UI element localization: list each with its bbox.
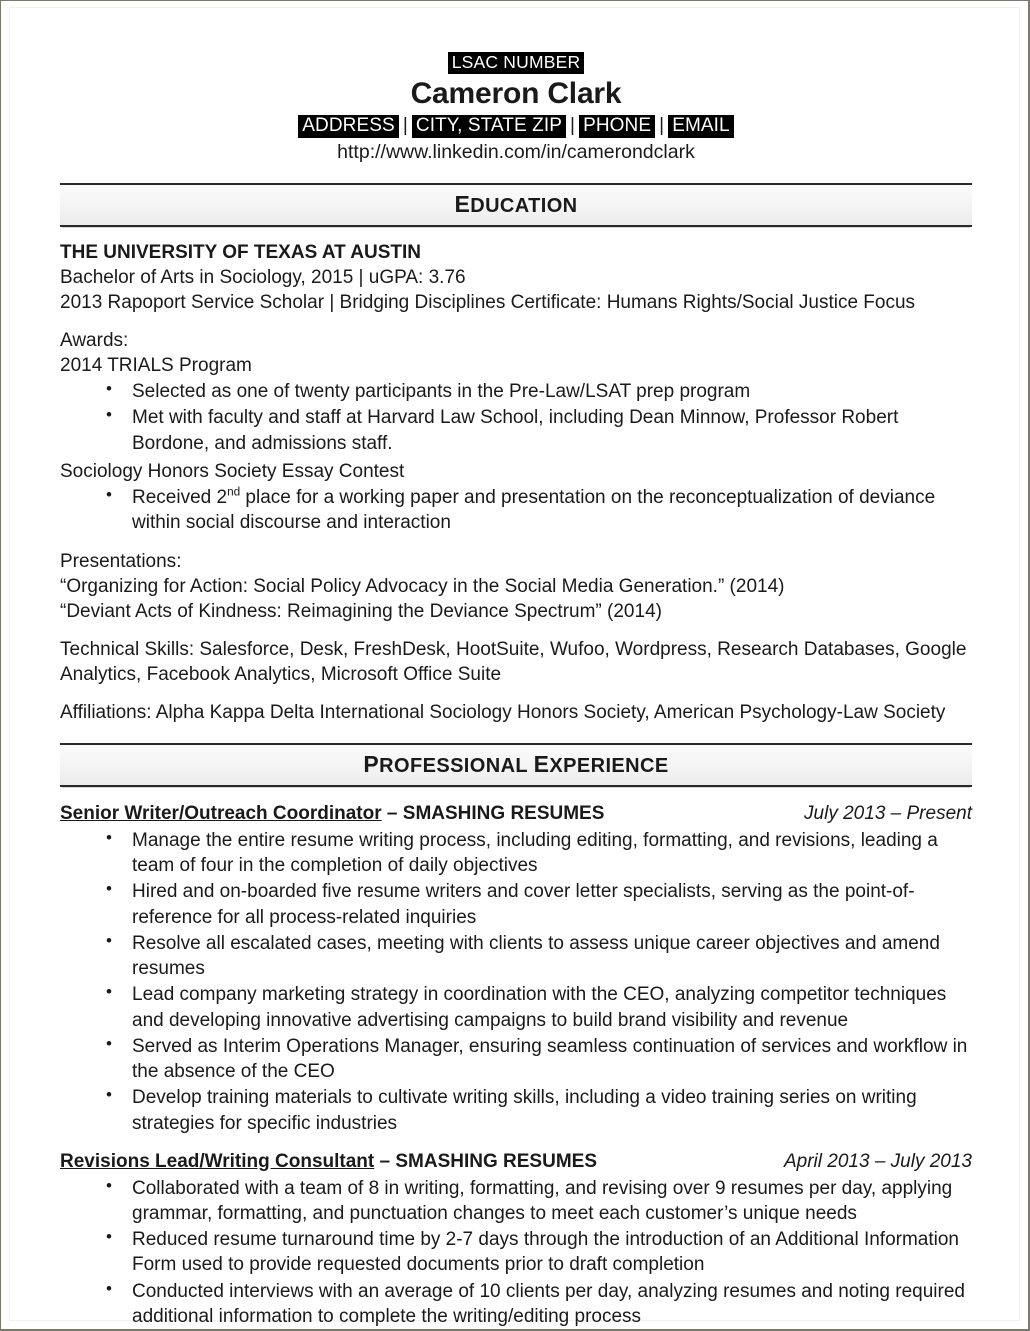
awards-label: Awards bbox=[60, 330, 124, 352]
ordinal-suffix: nd bbox=[227, 485, 241, 499]
list-item: • Manage the entire resume writing process, including editing, formatting, and revisions, leading a team of four in the completion of daily objectives bbox=[60, 828, 972, 879]
job-dates: April 2013 – July 2013 bbox=[783, 1150, 972, 1172]
award-trials-title: 2014 TRIALS Program bbox=[60, 355, 252, 377]
list-item: • Develop training materials to cultivate writing skills, including a video training series on writing strategies for specific industries bbox=[60, 1085, 972, 1136]
job-dates: July 2013 – Present bbox=[804, 803, 972, 825]
presentations-colon: : bbox=[176, 550, 182, 572]
lsac-number-line bbox=[60, 52, 972, 74]
affiliations-label: Affiliations: bbox=[60, 701, 152, 723]
city-state-zip-placeholder: CITY, STATE ZIP bbox=[412, 115, 566, 139]
resume-content bbox=[60, 52, 972, 1330]
job-title-company bbox=[60, 802, 604, 827]
address-placeholder: ADDRESS bbox=[298, 115, 399, 139]
award-essay-bullets bbox=[60, 485, 972, 536]
presentations-label-line bbox=[60, 549, 972, 574]
gpa-value: 3.76 bbox=[428, 266, 466, 288]
presentations-label: Presentations bbox=[60, 550, 177, 572]
list-item: • Conducted interviews with an average of 10 clients per day, analyzing resumes and noting required additional information to complete the writing/editing process bbox=[60, 1279, 972, 1330]
affiliations-line bbox=[60, 700, 972, 725]
section-title-experience-rest: ROFESSIONAL bbox=[379, 755, 534, 778]
job-title: Revisions Lead/Writing Consultant bbox=[60, 1150, 375, 1172]
section-title-education-rest: DUCATION bbox=[470, 194, 578, 217]
resume-header bbox=[60, 52, 972, 165]
school-name: THE UNIVERSITY OF TEXAS AT AUSTIN bbox=[60, 241, 422, 263]
list-item: • Reduced resume turnaround time by 2-7 days through the introduction of an Additional Information Form used to provide requested documents prior to draft completion bbox=[60, 1227, 972, 1278]
section-title-education-initial: E bbox=[454, 190, 471, 217]
job-bullets bbox=[60, 1176, 972, 1330]
education-body bbox=[60, 240, 972, 725]
section-title-education bbox=[454, 191, 577, 218]
job-bullets bbox=[60, 828, 972, 1136]
affiliations-value: Alpha Kappa Delta International Sociology Honors Society, American Psychology-Law Society bbox=[151, 701, 946, 723]
technical-skills-value: Salesforce, Desk, FreshDesk, HootSuite, Wufoo, Wordpress, Research Databases, Google Analytics, Facebook Analytics, Microsoft Office Suite bbox=[60, 638, 967, 685]
linkedin-url[interactable]: http://www.linkedin.com/in/camerondclark bbox=[337, 141, 695, 164]
list-item: • Hired and on-boarded five resume writers and cover letter specialists, serving as the point-of-reference for all process-related inquiries bbox=[60, 879, 972, 930]
contact-line bbox=[60, 115, 972, 139]
award-trials-bullets bbox=[60, 379, 972, 456]
presentation-item-1: “Organizing for Action: Social Policy Advocacy in the Social Media Generation.” (2014) bbox=[60, 575, 785, 597]
lsac-number-placeholder: LSAC NUMBER bbox=[448, 52, 585, 74]
contact-separator-2: | bbox=[570, 114, 576, 136]
list-item: • Lead company marketing strategy in coordination with the CEO, analyzing competitor techniques and developing innovative advertising campaigns to build brand visibility and revenue bbox=[60, 982, 972, 1033]
section-header-professional-experience bbox=[60, 743, 972, 787]
award-essay-post: place for a working paper and presentation on the reconceptualization of deviance within social discourse and interaction bbox=[132, 487, 936, 534]
list-item bbox=[60, 485, 972, 536]
section-header-education bbox=[60, 183, 972, 227]
section-title-experience-second-rest: XPERIENCE bbox=[549, 755, 669, 778]
section-title-professional-experience bbox=[363, 751, 668, 778]
awards-label-line bbox=[60, 328, 972, 353]
job-company: – SMASHING RESUMES bbox=[381, 803, 605, 825]
technical-skills-label: Technical Skills: bbox=[60, 638, 195, 660]
degree-label: Bachelor of Arts in Sociology, 2015 | uGPA: bbox=[60, 266, 424, 288]
section-title-experience-initial: P bbox=[363, 751, 380, 778]
list-item: • Selected as one of twenty participants in the Pre-Law/LSAT prep program bbox=[60, 379, 972, 404]
section-title-experience-second-initial: E bbox=[533, 751, 550, 778]
page-inner-border bbox=[9, 7, 1020, 1327]
list-item: • Resolve all escalated cases, meeting with clients to assess unique career objectives and amend resumes bbox=[60, 931, 972, 982]
list-item: • Collaborated with a team of 8 in writing, formatting, and revising over 9 resumes per day, applying grammar, formatting, and punctuation changes to meet each customer’s unique needs bbox=[60, 1176, 972, 1227]
degree-line bbox=[60, 265, 972, 290]
award-essay-title: Sociology Honors Society Essay Contest bbox=[60, 460, 405, 482]
technical-skills-line bbox=[60, 637, 972, 687]
awards-colon: : bbox=[123, 330, 129, 352]
candidate-name: Cameron Clark bbox=[410, 76, 622, 110]
contact-separator-1: | bbox=[402, 114, 408, 136]
scholar-line: 2013 Rapoport Service Scholar | Bridging Disciplines Certificate: Humans Rights/Social Justice Focus bbox=[60, 291, 916, 313]
phone-placeholder: PHONE bbox=[579, 115, 655, 139]
job-title: Senior Writer/Outreach Coordinator bbox=[60, 803, 382, 825]
job-header bbox=[60, 802, 972, 827]
job-company: – SMASHING RESUMES bbox=[374, 1150, 597, 1172]
email-placeholder: EMAIL bbox=[668, 115, 734, 139]
list-item: • Met with faculty and staff at Harvard Law School, including Dean Minnow, Professor Robert Bordone, and admissions staff. bbox=[60, 405, 972, 456]
list-item: • Served as Interim Operations Manager, ensuring seamless continuation of services and workflow in the absence of the CEO bbox=[60, 1034, 972, 1085]
job-header bbox=[60, 1150, 972, 1175]
award-essay-pre: Received 2 bbox=[132, 487, 228, 509]
contact-separator-3: | bbox=[659, 114, 665, 136]
presentation-item-2: “Deviant Acts of Kindness: Reimagining the Deviance Spectrum” (2014) bbox=[60, 600, 662, 622]
job-title-company bbox=[60, 1150, 597, 1175]
